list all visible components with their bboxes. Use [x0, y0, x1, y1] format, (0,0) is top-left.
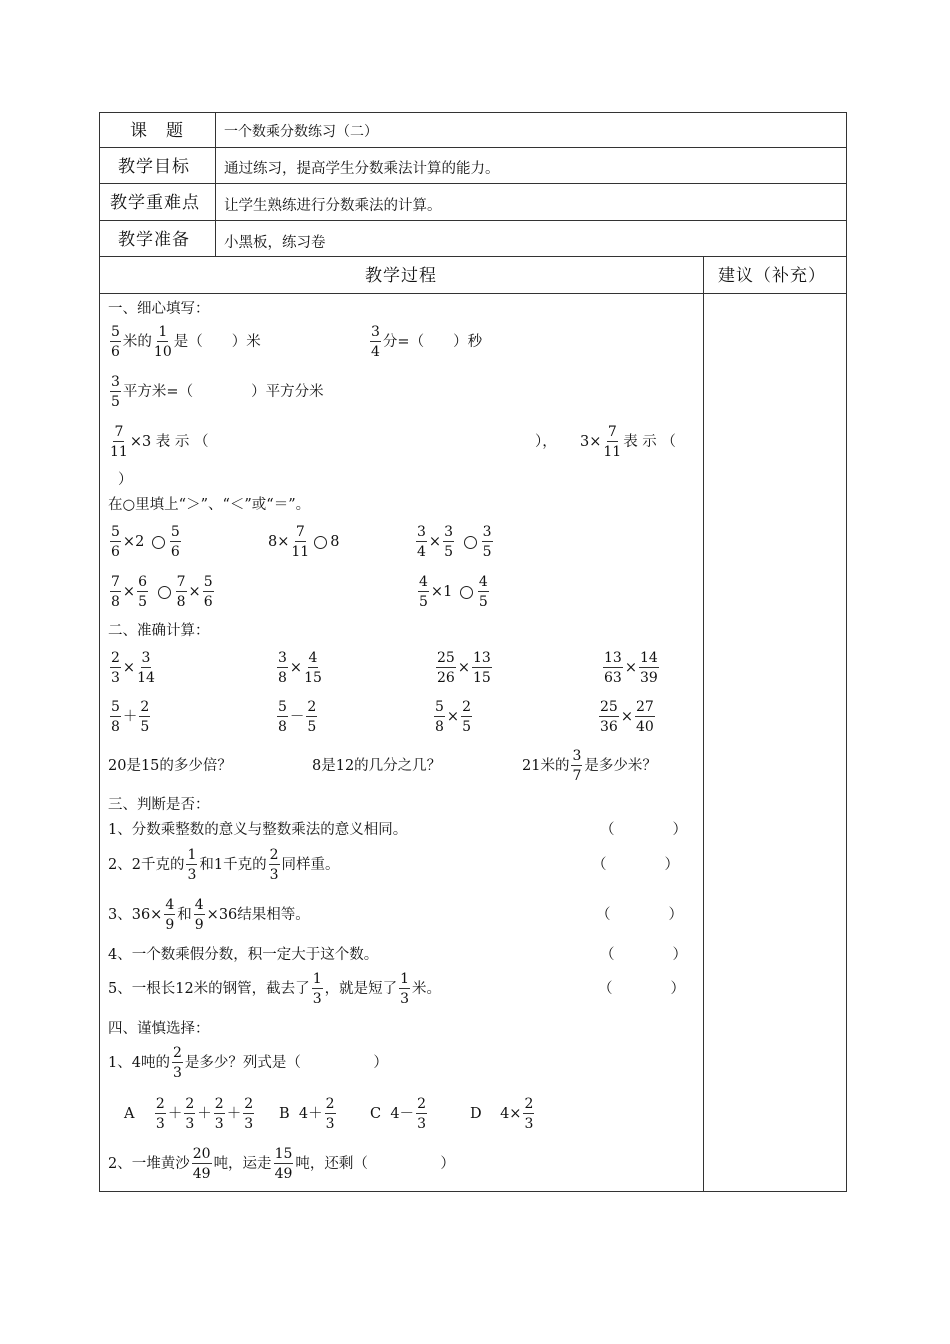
judge-paren[interactable]: （ ） [598, 981, 685, 997]
fraction: $\frac{14}{39}$ [639, 650, 658, 686]
judge-item-2: 2、2千克的 $\frac{1}{3}$ 和1千克的 $\frac{2}{3}$ 同样重。 [108, 847, 340, 883]
fraction: $\frac{5}{6}$ [111, 524, 120, 560]
fraction: $\frac{2}{3}$ [155, 1096, 165, 1132]
fraction: $\frac{2}{5}$ [140, 699, 150, 735]
fraction: $\frac{13}{15}$ [472, 650, 491, 686]
fraction: $\frac{7}{8}$ [111, 574, 120, 610]
judge-paren[interactable]: （ ） [592, 857, 679, 873]
compare-item-2: 8× $\frac{7}{11}$ 8 [268, 524, 340, 560]
fraction: $\frac{3}{4}$ [371, 324, 380, 360]
fraction: $\frac{2}{3}$ [214, 1096, 224, 1132]
answer-circle[interactable] [158, 586, 171, 599]
calc-item: $\frac{3}{8}$ × $\frac{4}{15}$ [278, 650, 322, 686]
fraction: $\frac{2}{5}$ [307, 699, 317, 735]
word-problem-2: 8是12的几分之几？ [312, 758, 442, 774]
fraction: $\frac{2}{5}$ [462, 699, 471, 735]
fraction: $\frac{5}{8}$ [278, 699, 287, 735]
option-d[interactable]: D 4× $\frac{2}{3}$ [470, 1096, 534, 1132]
judge-item-5: 5、一根长12米的钢管，截去了 $\frac{1}{3}$ ，就是短了 $\frac{1}{3}$ 米。 [108, 971, 442, 1007]
judge-item-3: 3、36× $\frac{4}{9}$ 和 $\frac{4}{9}$ ×36结果相等。 [108, 897, 310, 933]
fraction: $\frac{2}{3}$ [111, 650, 120, 686]
word-problem-1: 20是15的多少倍？ [108, 758, 232, 774]
suggest-label: 建议（补充） [718, 266, 826, 286]
key-label: 教学重难点 [110, 193, 200, 213]
fraction: $\frac{6}{5}$ [138, 574, 147, 610]
calc-item: $\frac{5}{8}$ ＋ $\frac{2}{5}$ [111, 699, 150, 735]
fraction: $\frac{3}{5}$ [444, 524, 453, 560]
fill-line-3e: ） [118, 472, 133, 488]
row-divider [99, 183, 847, 184]
fraction: $\frac{5}{8}$ [111, 699, 120, 735]
topic-label: 课 题 [130, 121, 184, 141]
fraction: $\frac{25}{26}$ [437, 650, 455, 686]
section3-title: 三、判断是否： [108, 797, 210, 813]
compare-item-3: $\frac{3}{4}$ × $\frac{3}{5}$ $\frac{3}{5}$ [417, 524, 492, 560]
fraction: $\frac{27}{40}$ [635, 699, 654, 735]
fraction: $\frac{1}{10}$ [153, 324, 172, 360]
fraction: $\frac{3}{4}$ [417, 524, 426, 560]
section2-title: 二、准确计算： [108, 623, 210, 639]
fraction: $\frac{3}{14}$ [137, 650, 155, 686]
col-divider [703, 256, 704, 1192]
judge-paren[interactable]: （ ） [596, 907, 683, 923]
judge-item-4: 4、一个数乘假分数，积一定大于这个数。 [108, 947, 379, 963]
fraction: $\frac{1}{3}$ [312, 971, 322, 1007]
fraction: $\frac{1}{3}$ [187, 847, 197, 883]
fraction: $\frac{3}{5}$ [482, 524, 492, 560]
fraction: $\frac{7}{11}$ [291, 524, 310, 560]
calc-item: $\frac{25}{36}$ × $\frac{27}{40}$ [600, 699, 654, 735]
fraction: $\frac{5}{6}$ [203, 574, 213, 610]
fraction: $\frac{3}{8}$ [278, 650, 287, 686]
compare-item-5: $\frac{4}{5}$ ×1 $\frac{4}{5}$ [419, 574, 488, 610]
row-divider [99, 256, 847, 257]
fill-line-2: $\frac{3}{5}$ 平方米=（ ）平方分米 [111, 374, 324, 410]
fraction: $\frac{5}{6}$ [111, 324, 120, 360]
calc-item: $\frac{5}{8}$ × $\frac{2}{5}$ [435, 699, 471, 735]
fraction: $\frac{7}{8}$ [176, 574, 186, 610]
answer-circle[interactable] [314, 536, 327, 549]
fraction: $\frac{4}{9}$ [165, 897, 175, 933]
fraction: $\frac{3}{5}$ [111, 374, 120, 410]
key-value: 让学生熟练进行分数乘法的计算。 [224, 198, 442, 214]
col-divider [215, 112, 216, 256]
fraction: $\frac{2}{3}$ [524, 1096, 534, 1132]
fraction: $\frac{4}{15}$ [304, 650, 322, 686]
topic-value: 一个数乘分数练习（二） [224, 124, 378, 140]
compare-item-4: $\frac{7}{8}$ × $\frac{6}{5}$ $\frac{7}{8}$ × $\frac{5}{6}$ [111, 574, 213, 610]
fill-line-3c: 3× $\frac{7}{11}$ 表 示 （ [580, 424, 676, 460]
calc-item: $\frac{13}{63}$ × $\frac{14}{39}$ [604, 650, 658, 686]
fill-line-3b: ）， [535, 434, 557, 450]
row-divider [99, 220, 847, 221]
fraction: $\frac{1}{3}$ [400, 971, 410, 1007]
prep-value: 小黑板，练习卷 [224, 235, 326, 251]
fill-line-3a: $\frac{7}{11}$ ×3 表 示 （ [110, 424, 209, 460]
judge-paren[interactable]: （ ） [600, 822, 687, 838]
option-b[interactable]: B 4＋ $\frac{2}{3}$ [279, 1096, 335, 1132]
option-a[interactable]: A $\frac{2}{3}$ ＋ $\frac{2}{3}$ ＋ $\frac{2}{3}$ ＋ $\frac{2}{3}$ [124, 1096, 254, 1132]
fraction: $\frac{3}{7}$ [572, 748, 582, 784]
fraction: $\frac{2}{3}$ [172, 1045, 182, 1081]
section4-title: 四、谨慎选择： [108, 1021, 210, 1037]
fraction: $\frac{7}{11}$ [110, 424, 128, 460]
compare-title: 在○里填上“＞”、“＜”或“＝”。 [108, 497, 311, 513]
fraction: $\frac{2}{3}$ [325, 1096, 335, 1132]
fraction: $\frac{4}{9}$ [194, 897, 204, 933]
process-label: 教学过程 [365, 266, 437, 286]
row-divider [99, 147, 847, 148]
compare-item-1: $\frac{5}{6}$ ×2 $\frac{5}{6}$ [111, 524, 180, 560]
fraction: $\frac{13}{63}$ [604, 650, 622, 686]
goal-value: 通过练习，提高学生分数乘法计算的能力。 [224, 161, 500, 177]
fraction: $\frac{7}{11}$ [603, 424, 622, 460]
fraction: $\frac{20}{49}$ [192, 1146, 211, 1182]
fraction: $\frac{15}{49}$ [274, 1146, 293, 1182]
goal-label: 教学目标 [118, 157, 190, 177]
answer-circle[interactable] [464, 536, 477, 549]
calc-item: $\frac{2}{3}$ × $\frac{3}{14}$ [111, 650, 155, 686]
fraction: $\frac{2}{3}$ [269, 847, 279, 883]
section1-title: 一、细心填写： [108, 301, 210, 317]
option-c[interactable]: C 4－ $\frac{2}{3}$ [370, 1096, 426, 1132]
word-problem-3: 21米的 $\frac{3}{7}$ 是多少米？ [522, 748, 657, 784]
judge-paren[interactable]: （ ） [600, 947, 687, 963]
fill-line-1b: $\frac{3}{4}$ 分=（ ）秒 [371, 324, 483, 360]
judge-item-1: 1、分数乘整数的意义与整数乘法的意义相同。 [108, 822, 408, 838]
prep-label: 教学准备 [118, 230, 190, 250]
fraction: $\frac{4}{5}$ [419, 574, 428, 610]
fill-line-1a: $\frac{5}{6}$ 米的 $\frac{1}{10}$ 是（ ）米 [111, 324, 261, 360]
fraction: $\frac{2}{3}$ [244, 1096, 254, 1132]
answer-circle[interactable] [460, 586, 473, 599]
fraction: $\frac{2}{3}$ [185, 1096, 195, 1132]
choice-question-1: 1、4吨的 $\frac{2}{3}$ 是多少？列式是（ ） [108, 1045, 388, 1081]
fraction: $\frac{25}{36}$ [600, 699, 618, 735]
fraction: $\frac{5}{8}$ [435, 699, 444, 735]
fraction: $\frac{5}{6}$ [170, 524, 180, 560]
calc-item: $\frac{5}{8}$ － $\frac{2}{5}$ [278, 699, 317, 735]
fraction: $\frac{4}{5}$ [478, 574, 488, 610]
choice-question-2: 2、一堆黄沙 $\frac{20}{49}$ 吨，运走 $\frac{15}{49}$ 吨，还剩（ ） [108, 1146, 455, 1182]
fraction: $\frac{2}{3}$ [417, 1096, 426, 1132]
answer-circle[interactable] [152, 536, 165, 549]
row-divider [99, 293, 847, 294]
calc-item: $\frac{25}{26}$ × $\frac{13}{15}$ [437, 650, 491, 686]
